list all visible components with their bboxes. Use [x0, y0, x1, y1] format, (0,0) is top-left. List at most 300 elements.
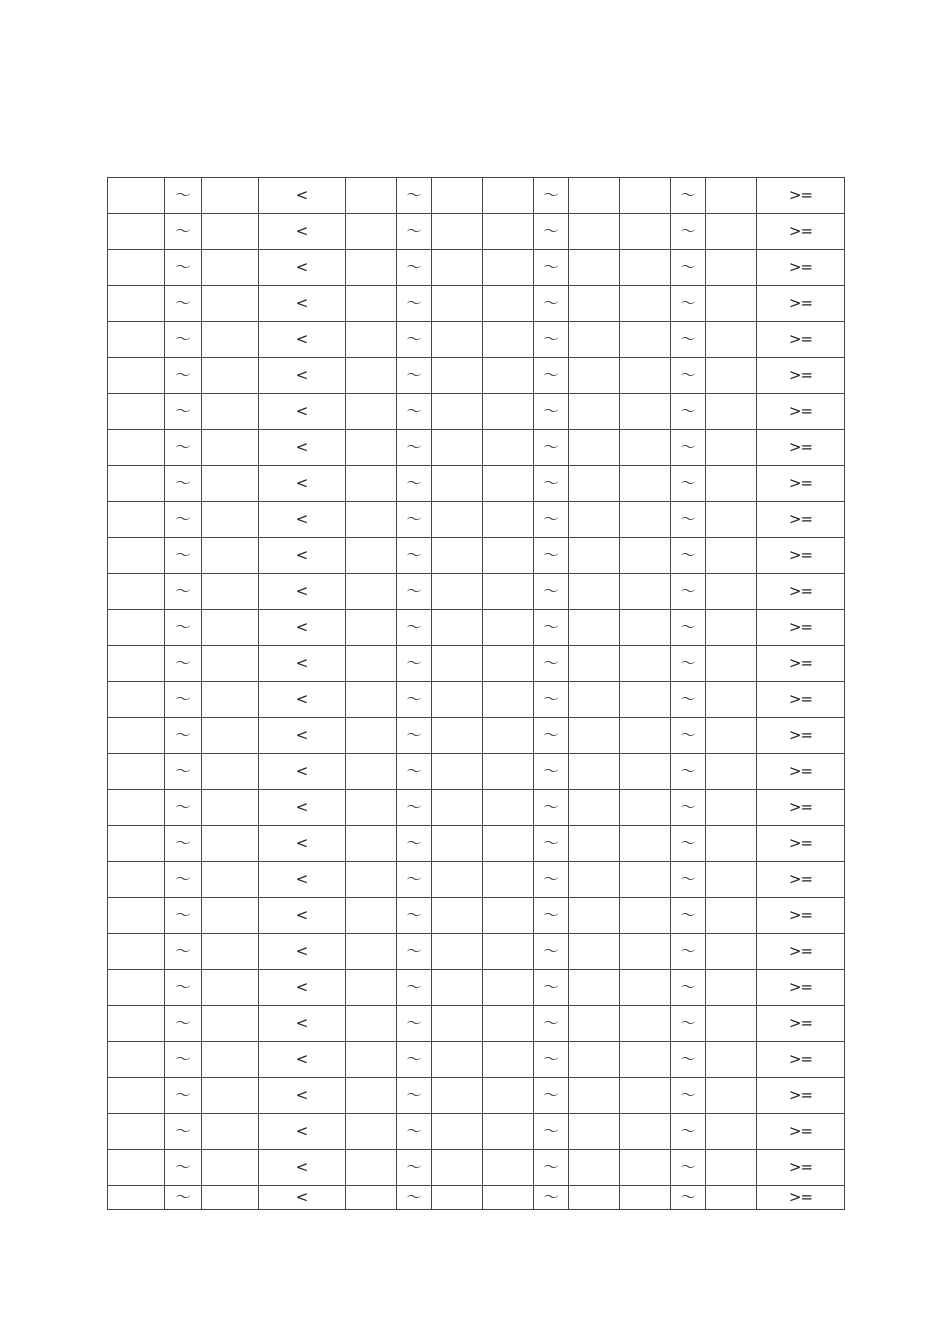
cell-symbol-tilde: ～ — [534, 826, 569, 862]
cell-blank — [706, 1078, 757, 1114]
cell-blank — [483, 934, 534, 970]
cell-blank — [432, 538, 483, 574]
cell-symbol-tilde: ～ — [397, 214, 432, 250]
cell-blank — [620, 1006, 671, 1042]
cell-blank — [569, 646, 620, 682]
cell-blank — [108, 718, 165, 754]
cell-symbol-tilde: ～ — [165, 466, 202, 502]
cell-blank — [706, 646, 757, 682]
cell-blank — [346, 1006, 397, 1042]
cell-blank — [346, 502, 397, 538]
cell-blank — [706, 214, 757, 250]
cell-blank — [202, 610, 259, 646]
cell-blank — [202, 394, 259, 430]
cell-blank — [202, 934, 259, 970]
cell-blank — [202, 1186, 259, 1210]
cell-symbol-tilde: ～ — [165, 214, 202, 250]
cell-symbol-tilde: ～ — [671, 754, 706, 790]
cell-symbol-tilde: ～ — [671, 358, 706, 394]
cell-blank — [620, 538, 671, 574]
cell-blank — [483, 358, 534, 394]
cell-blank — [483, 1042, 534, 1078]
cell-blank — [346, 466, 397, 502]
cell-blank — [346, 430, 397, 466]
cell-blank — [202, 898, 259, 934]
cell-blank — [569, 322, 620, 358]
cell-blank — [620, 430, 671, 466]
cell-symbol-tilde: ～ — [397, 1078, 432, 1114]
cell-blank — [620, 610, 671, 646]
cell-symbol-tilde: ～ — [397, 394, 432, 430]
cell-blank — [620, 466, 671, 502]
cell-symbol-tilde: ～ — [397, 358, 432, 394]
cell-symbol-tilde: ～ — [534, 538, 569, 574]
cell-blank — [108, 898, 165, 934]
cell-blank — [108, 646, 165, 682]
cell-blank — [620, 1078, 671, 1114]
table-row — [108, 502, 845, 538]
cell-blank — [620, 934, 671, 970]
cell-blank — [346, 934, 397, 970]
cell-blank — [483, 574, 534, 610]
cell-blank — [202, 178, 259, 214]
cell-blank — [569, 466, 620, 502]
cell-blank — [108, 826, 165, 862]
cell-symbol-tilde: ～ — [397, 430, 432, 466]
cell-blank — [202, 862, 259, 898]
cell-symbol-tilde: ～ — [534, 574, 569, 610]
cell-blank — [108, 1114, 165, 1150]
cell-symbol-tilde: ～ — [671, 862, 706, 898]
cell-symbol-tilde: ～ — [671, 718, 706, 754]
cell-symbol-tilde: ～ — [671, 682, 706, 718]
cell-symbol-ge: >= — [757, 898, 845, 934]
cell-blank — [706, 574, 757, 610]
cell-blank — [202, 286, 259, 322]
cell-blank — [108, 610, 165, 646]
cell-blank — [432, 682, 483, 718]
cell-blank — [569, 178, 620, 214]
cell-symbol-tilde: ～ — [671, 394, 706, 430]
table-row — [108, 610, 845, 646]
cell-symbol-tilde: ～ — [397, 250, 432, 286]
table-row — [108, 1042, 845, 1078]
cell-blank — [706, 1114, 757, 1150]
grid-body — [108, 178, 845, 1210]
cell-blank — [108, 1078, 165, 1114]
cell-blank — [202, 682, 259, 718]
cell-symbol-tilde: ～ — [534, 934, 569, 970]
cell-symbol-ge: >= — [757, 286, 845, 322]
grid-table — [107, 177, 845, 1210]
cell-symbol-tilde: ～ — [671, 430, 706, 466]
cell-blank — [706, 1150, 757, 1186]
cell-blank — [620, 862, 671, 898]
cell-blank — [620, 1186, 671, 1210]
cell-symbol-lt: < — [259, 1078, 346, 1114]
cell-symbol-lt: < — [259, 286, 346, 322]
cell-symbol-ge: >= — [757, 610, 845, 646]
cell-blank — [346, 898, 397, 934]
cell-symbol-tilde: ～ — [671, 574, 706, 610]
cell-blank — [346, 1114, 397, 1150]
cell-blank — [346, 1078, 397, 1114]
cell-symbol-tilde: ～ — [397, 1150, 432, 1186]
cell-symbol-lt: < — [259, 646, 346, 682]
cell-symbol-tilde: ～ — [534, 466, 569, 502]
cell-blank — [706, 1042, 757, 1078]
cell-symbol-lt: < — [259, 1006, 346, 1042]
cell-symbol-lt: < — [259, 430, 346, 466]
cell-symbol-tilde: ～ — [534, 1006, 569, 1042]
cell-symbol-lt: < — [259, 322, 346, 358]
cell-blank — [569, 250, 620, 286]
cell-symbol-tilde: ～ — [165, 394, 202, 430]
table-row — [108, 790, 845, 826]
cell-blank — [483, 682, 534, 718]
cell-symbol-tilde: ～ — [671, 466, 706, 502]
cell-symbol-tilde: ～ — [534, 610, 569, 646]
cell-symbol-tilde: ～ — [165, 646, 202, 682]
cell-blank — [483, 1006, 534, 1042]
cell-blank — [483, 466, 534, 502]
cell-symbol-tilde: ～ — [671, 1006, 706, 1042]
cell-symbol-tilde: ～ — [534, 790, 569, 826]
table-row — [108, 646, 845, 682]
cell-blank — [706, 286, 757, 322]
cell-symbol-tilde: ～ — [671, 178, 706, 214]
cell-blank — [569, 790, 620, 826]
cell-blank — [108, 934, 165, 970]
cell-symbol-tilde: ～ — [165, 1042, 202, 1078]
cell-symbol-tilde: ～ — [397, 1042, 432, 1078]
cell-blank — [202, 322, 259, 358]
cell-blank — [346, 862, 397, 898]
cell-symbol-lt: < — [259, 718, 346, 754]
cell-blank — [706, 898, 757, 934]
cell-blank — [108, 574, 165, 610]
cell-symbol-lt: < — [259, 214, 346, 250]
cell-symbol-lt: < — [259, 826, 346, 862]
cell-blank — [432, 214, 483, 250]
cell-symbol-lt: < — [259, 754, 346, 790]
table-row — [108, 1150, 845, 1186]
cell-symbol-lt: < — [259, 862, 346, 898]
cell-symbol-tilde: ～ — [165, 286, 202, 322]
cell-symbol-lt: < — [259, 178, 346, 214]
cell-symbol-lt: < — [259, 682, 346, 718]
cell-symbol-tilde: ～ — [397, 718, 432, 754]
cell-blank — [108, 322, 165, 358]
cell-symbol-ge: >= — [757, 754, 845, 790]
cell-symbol-tilde: ～ — [671, 934, 706, 970]
cell-blank — [432, 394, 483, 430]
cell-blank — [202, 358, 259, 394]
cell-symbol-lt: < — [259, 1150, 346, 1186]
cell-blank — [569, 718, 620, 754]
data-grid — [107, 177, 844, 1210]
cell-blank — [620, 178, 671, 214]
cell-blank — [620, 322, 671, 358]
cell-blank — [483, 394, 534, 430]
cell-blank — [569, 1042, 620, 1078]
cell-symbol-tilde: ～ — [165, 538, 202, 574]
cell-blank — [569, 934, 620, 970]
cell-blank — [706, 1186, 757, 1210]
table-row — [108, 862, 845, 898]
cell-symbol-tilde: ～ — [165, 718, 202, 754]
cell-blank — [483, 862, 534, 898]
cell-symbol-ge: >= — [757, 682, 845, 718]
cell-blank — [483, 718, 534, 754]
cell-blank — [202, 466, 259, 502]
cell-blank — [620, 502, 671, 538]
cell-symbol-tilde: ～ — [165, 358, 202, 394]
table-row — [108, 1186, 845, 1210]
cell-blank — [432, 1150, 483, 1186]
cell-symbol-lt: < — [259, 1042, 346, 1078]
cell-blank — [108, 430, 165, 466]
cell-blank — [346, 178, 397, 214]
cell-symbol-ge: >= — [757, 826, 845, 862]
cell-blank — [108, 250, 165, 286]
cell-symbol-tilde: ～ — [671, 646, 706, 682]
cell-blank — [569, 502, 620, 538]
cell-blank — [346, 394, 397, 430]
cell-blank — [108, 970, 165, 1006]
cell-symbol-tilde: ～ — [397, 1186, 432, 1210]
cell-blank — [620, 358, 671, 394]
cell-blank — [202, 1114, 259, 1150]
cell-blank — [706, 934, 757, 970]
cell-symbol-ge: >= — [757, 1114, 845, 1150]
cell-symbol-tilde: ～ — [534, 718, 569, 754]
cell-symbol-tilde: ～ — [397, 826, 432, 862]
table-row — [108, 574, 845, 610]
cell-symbol-ge: >= — [757, 214, 845, 250]
cell-blank — [346, 1186, 397, 1210]
table-row — [108, 250, 845, 286]
cell-symbol-lt: < — [259, 358, 346, 394]
cell-blank — [569, 898, 620, 934]
cell-blank — [706, 754, 757, 790]
cell-blank — [108, 1150, 165, 1186]
cell-blank — [706, 790, 757, 826]
cell-symbol-ge: >= — [757, 250, 845, 286]
cell-symbol-lt: < — [259, 790, 346, 826]
cell-symbol-tilde: ～ — [397, 178, 432, 214]
cell-symbol-tilde: ～ — [534, 286, 569, 322]
cell-blank — [483, 286, 534, 322]
cell-symbol-lt: < — [259, 466, 346, 502]
cell-blank — [620, 718, 671, 754]
cell-blank — [432, 754, 483, 790]
cell-blank — [569, 610, 620, 646]
cell-symbol-tilde: ～ — [671, 970, 706, 1006]
cell-blank — [432, 1078, 483, 1114]
cell-blank — [706, 322, 757, 358]
cell-symbol-tilde: ～ — [397, 934, 432, 970]
cell-symbol-tilde: ～ — [397, 1114, 432, 1150]
cell-blank — [432, 250, 483, 286]
cell-symbol-ge: >= — [757, 178, 845, 214]
cell-blank — [569, 1078, 620, 1114]
cell-symbol-tilde: ～ — [165, 178, 202, 214]
cell-symbol-tilde: ～ — [534, 862, 569, 898]
cell-blank — [346, 214, 397, 250]
cell-blank — [108, 862, 165, 898]
cell-symbol-ge: >= — [757, 358, 845, 394]
cell-blank — [432, 1006, 483, 1042]
table-row — [108, 1078, 845, 1114]
cell-symbol-lt: < — [259, 970, 346, 1006]
cell-blank — [483, 646, 534, 682]
cell-blank — [432, 322, 483, 358]
cell-blank — [432, 430, 483, 466]
cell-blank — [346, 646, 397, 682]
cell-blank — [706, 178, 757, 214]
cell-symbol-tilde: ～ — [397, 682, 432, 718]
cell-blank — [706, 610, 757, 646]
cell-symbol-tilde: ～ — [671, 1078, 706, 1114]
cell-symbol-tilde: ～ — [397, 646, 432, 682]
cell-symbol-ge: >= — [757, 502, 845, 538]
table-row — [108, 178, 845, 214]
cell-symbol-tilde: ～ — [671, 1042, 706, 1078]
cell-symbol-tilde: ～ — [165, 502, 202, 538]
cell-symbol-tilde: ～ — [397, 790, 432, 826]
cell-blank — [202, 970, 259, 1006]
table-row — [108, 898, 845, 934]
cell-blank — [569, 754, 620, 790]
cell-blank — [620, 970, 671, 1006]
cell-symbol-tilde: ～ — [534, 394, 569, 430]
cell-symbol-lt: < — [259, 1186, 346, 1210]
cell-blank — [346, 1042, 397, 1078]
table-row — [108, 214, 845, 250]
cell-blank — [108, 682, 165, 718]
cell-symbol-ge: >= — [757, 322, 845, 358]
cell-blank — [346, 358, 397, 394]
cell-symbol-ge: >= — [757, 1150, 845, 1186]
cell-symbol-tilde: ～ — [671, 826, 706, 862]
cell-symbol-tilde: ～ — [165, 934, 202, 970]
cell-blank — [620, 898, 671, 934]
cell-symbol-ge: >= — [757, 718, 845, 754]
cell-blank — [108, 502, 165, 538]
cell-symbol-tilde: ～ — [534, 646, 569, 682]
table-row — [108, 322, 845, 358]
cell-blank — [108, 286, 165, 322]
table-row — [108, 754, 845, 790]
cell-blank — [432, 826, 483, 862]
cell-blank — [483, 790, 534, 826]
cell-blank — [483, 610, 534, 646]
cell-blank — [620, 826, 671, 862]
cell-blank — [706, 538, 757, 574]
cell-symbol-ge: >= — [757, 430, 845, 466]
cell-blank — [483, 250, 534, 286]
cell-blank — [432, 1042, 483, 1078]
cell-blank — [432, 178, 483, 214]
cell-symbol-tilde: ～ — [534, 502, 569, 538]
cell-blank — [346, 574, 397, 610]
cell-symbol-tilde: ～ — [534, 358, 569, 394]
cell-symbol-ge: >= — [757, 538, 845, 574]
cell-symbol-tilde: ～ — [165, 790, 202, 826]
cell-symbol-lt: < — [259, 538, 346, 574]
cell-symbol-tilde: ～ — [671, 322, 706, 358]
cell-blank — [202, 214, 259, 250]
cell-blank — [432, 502, 483, 538]
table-row — [108, 394, 845, 430]
cell-blank — [620, 286, 671, 322]
cell-blank — [432, 718, 483, 754]
cell-blank — [483, 322, 534, 358]
cell-blank — [202, 754, 259, 790]
cell-blank — [108, 1006, 165, 1042]
cell-blank — [432, 646, 483, 682]
cell-blank — [569, 682, 620, 718]
cell-symbol-lt: < — [259, 934, 346, 970]
cell-blank — [620, 646, 671, 682]
cell-blank — [432, 610, 483, 646]
cell-symbol-tilde: ～ — [534, 1042, 569, 1078]
cell-symbol-tilde: ～ — [397, 970, 432, 1006]
cell-symbol-lt: < — [259, 898, 346, 934]
cell-blank — [569, 1114, 620, 1150]
cell-blank — [620, 250, 671, 286]
cell-blank — [202, 538, 259, 574]
cell-symbol-tilde: ～ — [397, 862, 432, 898]
cell-blank — [483, 1150, 534, 1186]
cell-symbol-tilde: ～ — [671, 1150, 706, 1186]
cell-blank — [202, 1006, 259, 1042]
cell-symbol-tilde: ～ — [534, 1186, 569, 1210]
cell-symbol-tilde: ～ — [397, 610, 432, 646]
cell-blank — [432, 1186, 483, 1210]
cell-symbol-tilde: ～ — [534, 1078, 569, 1114]
cell-blank — [706, 1006, 757, 1042]
cell-blank — [620, 1150, 671, 1186]
cell-symbol-tilde: ～ — [671, 790, 706, 826]
cell-blank — [202, 430, 259, 466]
cell-blank — [432, 466, 483, 502]
cell-symbol-lt: < — [259, 502, 346, 538]
cell-blank — [620, 790, 671, 826]
cell-symbol-tilde: ～ — [671, 1186, 706, 1210]
table-row — [108, 1006, 845, 1042]
cell-blank — [346, 790, 397, 826]
table-row — [108, 538, 845, 574]
cell-blank — [620, 754, 671, 790]
cell-blank — [346, 826, 397, 862]
cell-symbol-tilde: ～ — [534, 214, 569, 250]
cell-blank — [346, 682, 397, 718]
cell-blank — [432, 1114, 483, 1150]
cell-symbol-tilde: ～ — [165, 898, 202, 934]
table-row — [108, 970, 845, 1006]
cell-blank — [569, 286, 620, 322]
cell-symbol-ge: >= — [757, 646, 845, 682]
cell-blank — [346, 286, 397, 322]
cell-symbol-tilde: ～ — [165, 754, 202, 790]
cell-blank — [346, 754, 397, 790]
cell-blank — [483, 898, 534, 934]
cell-blank — [432, 970, 483, 1006]
cell-blank — [202, 826, 259, 862]
cell-symbol-tilde: ～ — [534, 1150, 569, 1186]
